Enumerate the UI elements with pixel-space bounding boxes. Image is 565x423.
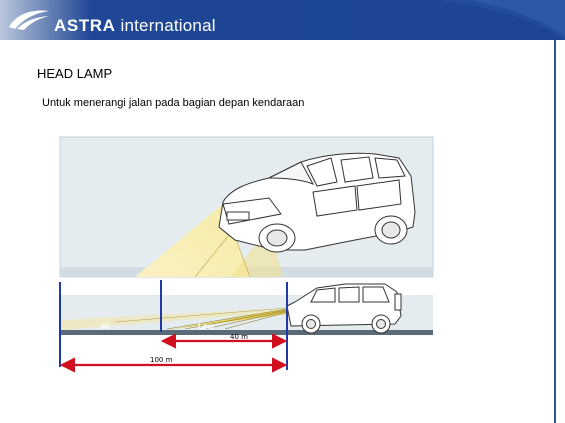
right-border-rule	[554, 40, 556, 423]
headlamp-diagram	[55, 132, 435, 377]
brand-suffix: international	[115, 16, 216, 35]
brand-logo-text	[54, 16, 216, 36]
hi-distance-label: 100 m	[150, 356, 173, 364]
slide-subtitle: Untuk menerangi jalan pada bagian depan kendaraan	[42, 97, 305, 109]
perspective-scene	[60, 137, 433, 277]
brand-name: ASTRA	[54, 16, 116, 35]
low-zone-label: Low	[198, 322, 214, 331]
slide-title: HEAD LAMP	[37, 66, 113, 81]
astra-logo-icon	[7, 7, 51, 33]
hi-zone-label: Hi	[101, 322, 109, 331]
low-distance-label: 40 m	[230, 333, 248, 341]
side-view-scene	[60, 284, 433, 335]
